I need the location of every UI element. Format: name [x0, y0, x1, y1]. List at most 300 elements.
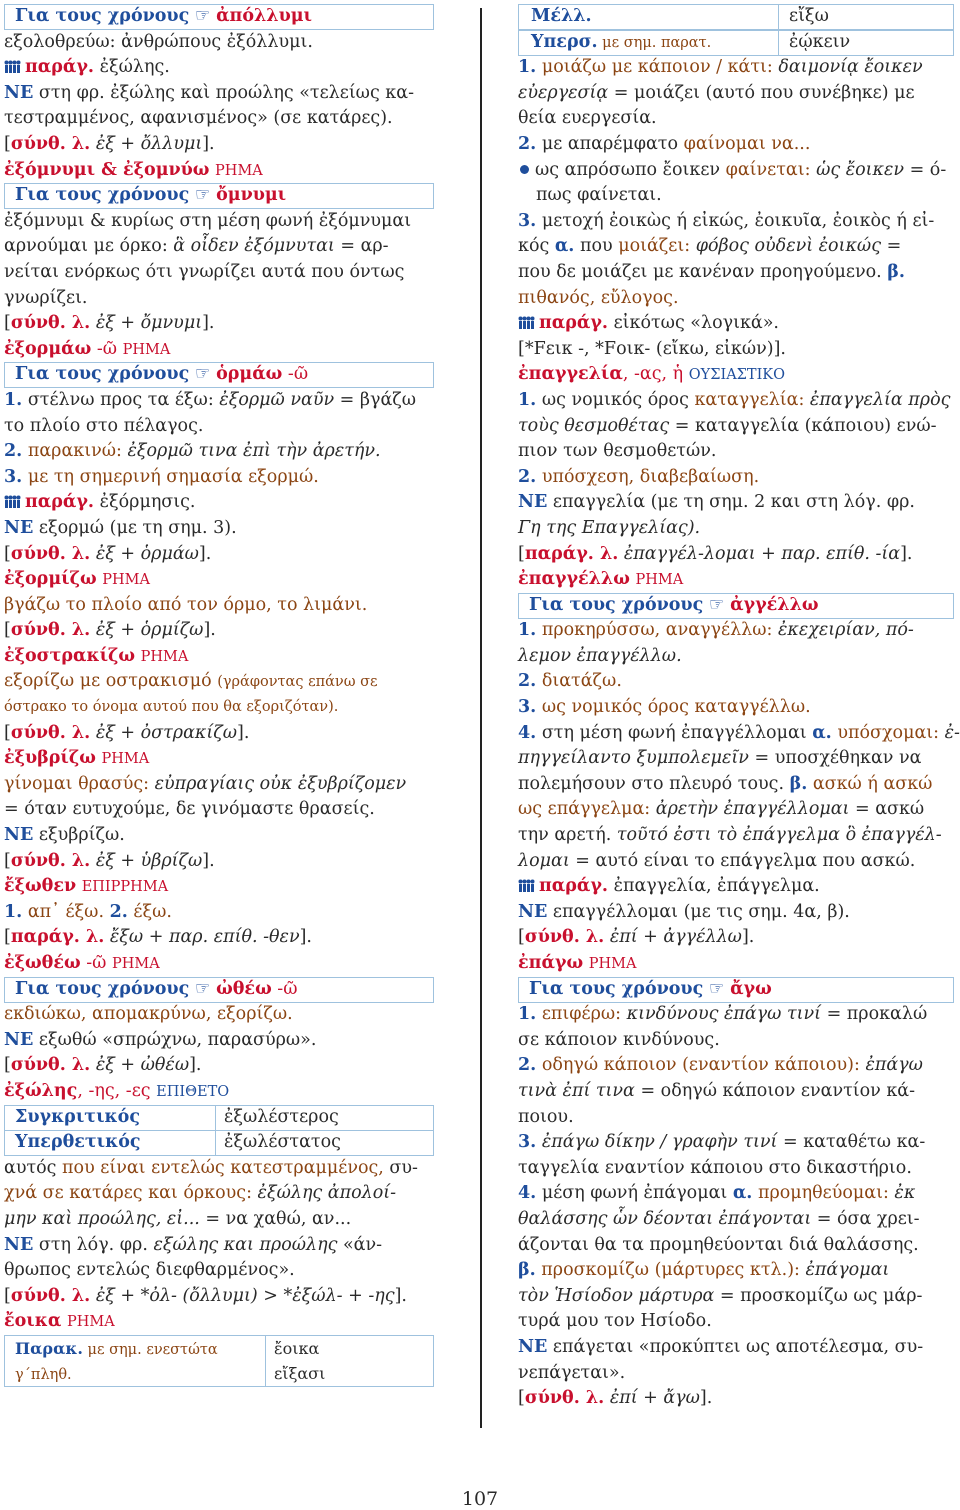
compound-line: [σύνθ. λ. ἐξ + ὄμνυμι]. [4, 313, 215, 334]
text: μοιάζω με κάποιον / κάτι: [536, 57, 779, 78]
example: ἐπάγω δίκην / γραφὴν τινί [536, 1132, 778, 1153]
headword-suffix: -ῶ [91, 338, 118, 359]
example: τὸν Ἡσίοδον μάρτυρα [518, 1285, 715, 1306]
example: ὡς ἔοικεν [816, 159, 904, 180]
text: = υποσχέθηκαν να [748, 748, 922, 769]
sense-cont [518, 414, 954, 440]
entry-headword: ἐξυβρίζω [4, 748, 96, 769]
text: = [881, 236, 902, 257]
text: ασκώ ή ασκώ [807, 773, 933, 794]
sense [518, 1002, 954, 1028]
text: στη μέση φωνή ἐπαγγέλλομαι [536, 722, 813, 743]
tenses-box [518, 593, 954, 619]
compound-line: [σύνθ. λ. ἐξ + ὄλλυμι]. [4, 133, 215, 154]
tense-form: ἔοικα [274, 1338, 320, 1358]
entry-headword-line [4, 644, 434, 670]
sense [518, 465, 954, 491]
text: που δε μοιάζει με κανέναν προηγούμενο. [518, 261, 888, 282]
text: επιφέρω: [536, 1004, 627, 1025]
derivatives-label: παράγ. [25, 492, 95, 513]
sense-sub [518, 158, 954, 184]
example: λομαι [518, 850, 570, 871]
text: ως νομικός όρος καταγγέλλω. [536, 697, 811, 718]
entry-headword: ἔοικα [4, 1311, 62, 1332]
sense [518, 1053, 954, 1079]
compound-line: [σύνθ. λ. ἐπί + ἄγω]. [518, 1388, 713, 1409]
sense-number: 1. [518, 1004, 537, 1025]
family-icon [4, 60, 21, 73]
compound-label: σύνθ. λ. [10, 133, 91, 154]
compound-text: ἐξ + ὄλλυμι [90, 133, 203, 154]
example: δαιμονίᾳ ἔοικεν [778, 57, 923, 78]
compound-line: [σύνθ. λ. ἐξ + ὁρμάω]. [4, 543, 212, 564]
sense-cont [518, 772, 954, 798]
part-of-speech: ΡΗΜΑ [215, 162, 263, 179]
part-of-speech: ΡΗΜΑ [101, 751, 150, 768]
sense-cont: πως φαίνεται. [536, 185, 662, 206]
entry-headword-line [4, 746, 434, 772]
entry-headword-line [4, 337, 434, 363]
derivatives-text: ἐπαγγελία, ἐπάγγελμα. [608, 876, 820, 897]
entry-headword: ἔξωθεν [4, 876, 77, 897]
ne-label: ΝΕ [518, 492, 548, 513]
entry-headword-line [518, 951, 954, 977]
text: υπόσχεση, διαβεβαίωση. [536, 466, 760, 487]
sense-number: 1. [518, 620, 537, 641]
definition [4, 1156, 434, 1182]
compound-text: ἐξ + ὄμνυμι [90, 313, 203, 334]
entry-headword-line [4, 1309, 434, 1335]
compound-label: σύνθ. λ. [524, 927, 605, 948]
sense-number: 2. [518, 1055, 537, 1076]
ne-text: επαγγέλλομαι (με τις σημ. 4α, β). [547, 901, 850, 922]
example: ἐξορμῶ ναῦν [219, 389, 335, 410]
text: έξω. [127, 901, 172, 922]
tenses-box [4, 362, 434, 388]
ne-text: εξωθώ «σπρώχνω, παρασύρω». [33, 1029, 317, 1050]
sense-number: 4. [518, 1183, 537, 1204]
ne-text: στη λόγ. φρ. [33, 1234, 154, 1255]
sense-number: 1. [4, 901, 23, 922]
entry-headword-line [4, 567, 434, 593]
text: αυτός [4, 1157, 63, 1178]
modern-greek-line [4, 1028, 434, 1054]
text: πολεμήσουν στο πλευρό τους. [518, 773, 790, 794]
sense-number: 1. [518, 57, 537, 78]
text: = προσκομίζω ως μάρ- [714, 1285, 923, 1306]
tense-label: Παρακ. [15, 1338, 83, 1358]
tense-label: Υπερσ. [531, 31, 598, 52]
text: απ᾽ έξω. [22, 901, 110, 922]
sense [518, 669, 954, 695]
compound-label: σύνθ. λ. [10, 1055, 91, 1076]
sense-cont [518, 234, 954, 260]
sense-cont [518, 823, 954, 849]
example: ἐ- [944, 722, 960, 743]
sense [4, 388, 434, 414]
derivatives-text: ἐξώλης. [94, 57, 170, 78]
text: υπόσχομαι: [831, 722, 945, 743]
example: ἐκ [894, 1183, 916, 1204]
ne-text: επάγεται «προκύπτει ως αποτέλεσμα, συ- [547, 1336, 924, 1357]
superlative-value: ἐξωλέστατος [224, 1132, 341, 1153]
sense-cont [518, 1207, 954, 1233]
tense-values [266, 1336, 325, 1386]
text: την αρετή. [518, 825, 617, 846]
compound-text: ἐπί + ἄγω [604, 1388, 700, 1409]
subsense-letter: α. [554, 236, 575, 257]
tenses-ref[interactable]: ὄμνυμι [216, 185, 287, 206]
definition: εξολοθρεύω: ἀνθρώπους ἐξόλλυμι. [4, 31, 313, 52]
tenses-box [518, 977, 954, 1003]
subsense-letter: β. [789, 773, 808, 794]
tenses-suffix: -ῶ [271, 978, 298, 999]
part-of-speech: ΕΠΙΘΕΤΟ [156, 1084, 230, 1100]
comparison-row [4, 1130, 434, 1156]
example: ἀρετὴν ἐπαγγέλλομαι [655, 799, 850, 820]
example: ἐκεχειρίαν, πό- [777, 620, 914, 641]
sense [4, 465, 434, 491]
hand-pointer-icon: ☞ [194, 6, 211, 26]
sense-cont [518, 81, 954, 107]
sense [518, 618, 954, 644]
derivation-line: [παράγ. λ. ἔξω + παρ. επίθ. -θεν]. [4, 927, 312, 948]
entry-headword-line [518, 362, 954, 388]
definition [4, 1181, 434, 1207]
text: = βγάζω [334, 389, 417, 410]
ne-label: ΝΕ [518, 1336, 548, 1357]
derivation-line: [παράγ. λ. ἐπαγγέλ-λομαι + παρ. επίθ. -ία]. [518, 543, 913, 564]
note: (γράφοντας επάνω σε [217, 674, 378, 691]
family-icon [4, 495, 21, 508]
superlative-label: Υπερθετικός [5, 1131, 216, 1155]
ne-label: ΝΕ [4, 82, 34, 103]
text: = αρ- [334, 236, 389, 257]
compound-label: σύνθ. λ. [10, 1285, 91, 1306]
example: τοὺς θεσμοθέτας [518, 415, 670, 436]
text: = οδηγώ κάποιον εναντίον κά- [634, 1081, 916, 1101]
sense-cont [518, 849, 954, 875]
example: τινὰ ἐπί τινα [518, 1081, 635, 1101]
text: = καταγγελία (κάποιου) ενώ- [669, 415, 937, 436]
modern-greek-cont: νεπάγεται». [518, 1362, 626, 1383]
tense-table [4, 1335, 434, 1387]
example: ἐπάγομαι [805, 1260, 890, 1281]
entry-headword: ἐξορμάω [4, 338, 92, 359]
text: προμηθεύομαι: [752, 1183, 895, 1204]
compound-line: [σύνθ. λ. ἐξ + ὀστρακίζω]. [4, 722, 250, 743]
tense-note: με σημ. παρατ. [597, 34, 712, 51]
definition: νείται ενόρκως ότι γνωρίζει αυτά που όντως [4, 261, 405, 282]
part-of-speech: ΡΗΜΑ [588, 956, 637, 973]
sense-cont: σε κάποιον κινδύνους. [518, 1029, 720, 1050]
text: ἔοικεν [662, 159, 726, 180]
sense-number: 2. [109, 901, 128, 922]
sense-number: 3. [518, 210, 537, 231]
compound-text: ἐξ + ὁρμάω [90, 543, 199, 564]
part-of-speech: ΡΗΜΑ [66, 1314, 115, 1331]
family-icon [518, 879, 535, 892]
text: παρακινώ: [22, 441, 128, 462]
hand-pointer-icon: ☞ [194, 185, 211, 206]
text: = ό- [904, 159, 947, 180]
sense-cont: τυρά μου τον Ησίοδο. [518, 1311, 712, 1332]
text: ως επάγγελμα: [518, 799, 656, 820]
compound-text: ἐπί + ἀγγέλλω [604, 927, 742, 948]
compound-label: σύνθ. λ. [10, 620, 91, 641]
definition: γνωρίζει. [4, 287, 88, 308]
sense-number: 1. [4, 389, 23, 410]
tenses-label: Για τους χρόνους [15, 185, 190, 206]
example: ἐπάγω [865, 1055, 923, 1076]
sense [518, 721, 960, 747]
entry-headword: ἐξώλης [4, 1081, 78, 1101]
definition-note: όστρακο το όνομα αυτού που θα εξοριζόταν). [4, 699, 339, 716]
sense-cont [518, 1258, 954, 1284]
text: = μοιάζει (αυτό που συνέβηκε) με [608, 82, 915, 103]
modern-greek-line [518, 490, 954, 516]
sense [518, 209, 954, 235]
tense-label: Μέλλ. [519, 5, 779, 29]
tenses-label: Για τους χρόνους [529, 594, 704, 615]
text: προσκομίζω (μάρτυρες κτλ.): [535, 1260, 806, 1281]
part-of-speech: ΡΗΜΑ [102, 572, 150, 589]
derivatives-line [4, 55, 434, 81]
derivation-label: παράγ. λ. [10, 927, 105, 948]
tense-note: γ΄πληθ. [15, 1366, 72, 1383]
text: οδηγώ κάποιον (εναντίον κάποιου): [536, 1055, 866, 1076]
sense [518, 388, 954, 414]
sense-number: 3. [518, 1132, 537, 1153]
tenses-label: Για τους χρόνους [529, 978, 704, 999]
derivatives-line [4, 490, 434, 516]
compound-text: ἐξ + *ὀλ- (ὄλλυμι) > *ἐξώλ- + -ης [90, 1285, 395, 1306]
sense-cont: άζονται θα τα προμηθεύονται διά θαλάσσης. [518, 1234, 919, 1255]
text: = όσα χρει- [811, 1208, 920, 1229]
subsense-letter: α. [732, 1183, 753, 1204]
ne-label: ΝΕ [4, 1234, 34, 1255]
text: με τη σημερινή σημασία εξορμώ. [22, 466, 319, 487]
derivatives-label: παράγ. [25, 57, 95, 78]
comparative-value: ἐξωλέστερος [224, 1106, 339, 1127]
derivatives-line [518, 311, 954, 337]
entry-headword-line [518, 567, 954, 593]
entry-headword: ἐπάγω [518, 953, 584, 974]
part-of-speech: ΟΥΣΙΑΣΤΙΚΟ [688, 367, 786, 384]
part-of-speech: ΡΗΜΑ [122, 341, 171, 358]
entry-headword: ἐξόμνυμι & ἐξομνύω [4, 159, 210, 180]
text: που [574, 236, 619, 257]
text: = αυτό είναι το επάγγελμα που ασκώ. [569, 850, 916, 871]
modern-greek-cont: Γη της Επαγγελίας). [518, 517, 701, 538]
derivatives-line [518, 874, 954, 900]
definition: εκδιώκω, απομακρύνω, εξορίζω. [4, 1004, 293, 1025]
tenses-ref[interactable]: ἄγω [730, 978, 772, 999]
sense-number: 3. [518, 697, 537, 718]
sense-number: 2. [518, 134, 537, 154]
sense-cont [518, 746, 954, 772]
sense-number: 2. [4, 441, 23, 462]
sense-cont [518, 1284, 954, 1310]
tense-form: εἴξω [789, 6, 829, 26]
sense-number: 2. [518, 466, 537, 487]
text: εξορίζω με οστρακισμό [4, 671, 218, 692]
modern-greek-line [4, 81, 434, 107]
tenses-label: Για τους χρόνους [15, 978, 190, 999]
comparison-row [4, 1105, 434, 1131]
ne-label: ΝΕ [4, 517, 34, 538]
compound-line: [σύνθ. λ. ἐπί + ἀγγέλλω]. [518, 927, 755, 948]
modern-greek-line [518, 1335, 954, 1361]
derivation-text: ἐπαγγέλ-λομαι + παρ. επίθ. -ία [618, 543, 901, 564]
compound-line: [σύνθ. λ. ἐξ + *ὀλ- (ὄλλυμι) > *ἐξώλ- + -ης]. [4, 1285, 407, 1306]
text: διατάζω. [536, 671, 622, 692]
sense [4, 900, 434, 926]
subsense-letter: β. [887, 261, 905, 282]
bullet-icon [520, 165, 529, 174]
sense-number: 2. [518, 671, 537, 692]
example: εὐπραγίαις οὐκ ἐξυβρίζομεν [154, 773, 407, 794]
tenses-ref[interactable]: ὁρμάω [216, 364, 283, 385]
example: τοῦτό ἐστι τὸ ἐπάγγελμα ὃ ἐπαγγέλ- [616, 825, 942, 846]
compound-label: σύνθ. λ. [10, 850, 91, 871]
page-number: 107 [461, 1488, 499, 1510]
compound-label: σύνθ. λ. [10, 313, 91, 334]
text: = προκαλώ [821, 1004, 928, 1025]
definition [4, 669, 434, 695]
text: = να χαθώ, αν... [199, 1209, 352, 1229]
compound-text: ἐξ + ὑβρίζω [90, 850, 203, 871]
derivatives-text: ἐξόρμησις. [94, 492, 196, 513]
modern-greek-line [518, 900, 954, 926]
sense [518, 55, 954, 81]
part-of-speech: ΡΗΜΑ [140, 648, 189, 665]
modern-greek-line [4, 1233, 434, 1259]
text: = ασκώ [849, 799, 925, 820]
part-of-speech: ΕΠΙΡΡΗΜΑ [81, 879, 169, 896]
entry-headword-line [4, 874, 434, 900]
example: φόβος οὐδενὶ ἐοικώς [695, 236, 881, 257]
text: καταγγελία: [694, 389, 810, 410]
text: φαίνομαι να... [683, 134, 811, 154]
column-divider [480, 8, 482, 1428]
sense-cont [518, 797, 954, 823]
example: κινδύνους ἐπάγω τινί [626, 1004, 821, 1025]
text: μετοχή ἐοικὼς ή εἰκώς, ἐοικυῖα, ἐοικὸς ή εἰ- [536, 210, 935, 231]
entry-headword-line [4, 951, 434, 977]
family-icon [518, 316, 535, 329]
example: θαλάσσης ὧν δέονται ἐπάγονται [518, 1208, 812, 1229]
compound-text: ἐξ + ὁρμίζω [90, 620, 204, 641]
derivatives-label: παράγ. [539, 313, 609, 334]
ne-text: εξυβρίζω. [33, 825, 125, 846]
tense-form: ἐῴκειν [789, 31, 851, 52]
example: ἐξώλης ἀπολοί- [257, 1183, 397, 1204]
compound-line: [σύνθ. λ. ἐξ + ὑβρίζω]. [4, 850, 215, 871]
ne-label: ΝΕ [4, 1029, 34, 1050]
ne-phrase: εξώλης και προώλης [153, 1234, 338, 1255]
example: ἐξορμῶ τινα ἐπὶ τὴν ἀρετήν. [127, 441, 381, 462]
tenses-label: Για τους χρόνους [15, 364, 190, 385]
comparative-label: Συγκριτικός [5, 1106, 216, 1130]
tense-row [518, 4, 954, 30]
etymology-line: [*Fεικ -, *Fοικ- (εἴκω, εἰκών)]. [518, 338, 786, 359]
ne-text: επαγγελία (με τη σημ. 2 και στη λόγ. φρ. [547, 492, 915, 513]
text: γίνομαι θρασύς: [4, 773, 155, 794]
compound-text: ἐξ + ὀστρακίζω [90, 722, 237, 743]
entry-headword-line [4, 1079, 434, 1105]
text: μοιάζει: [618, 236, 696, 257]
text: συ- [383, 1157, 418, 1178]
sense-number: 1. [518, 389, 537, 410]
sense-cont: πιον των θεσμοθετών. [518, 441, 717, 462]
tenses-ref[interactable]: ἀπόλλυμι [216, 6, 313, 26]
ne-text: εξορμώ (με τη σημ. 3). [33, 517, 237, 538]
entry-headword: ἐξωθέω [4, 953, 81, 974]
tense-form: εἴξασι [274, 1363, 326, 1383]
subsense-letter: β. [518, 1260, 536, 1281]
modern-greek-cont: θρωπος εντελώς διεφθαρμένος». [4, 1260, 295, 1281]
example: ἃ οἶδεν ἐξόμνυται [173, 236, 335, 257]
ne-text: στη φρ. ἐξώλης καὶ προώλης «τελείως κα- [33, 82, 414, 103]
sense-cont [518, 260, 954, 286]
tenses-box [4, 183, 434, 209]
sense-cont: θεία ευεργεσία. [518, 108, 657, 129]
sense-cont [518, 1079, 954, 1105]
compound-line: [σύνθ. λ. ἐξ + ὠθέω]. [4, 1055, 202, 1076]
sense [518, 1181, 954, 1207]
tense-row [518, 30, 954, 56]
tenses-ref[interactable]: ὠθέω [216, 978, 272, 999]
text: προκηρύσσω, αναγγέλλω: [536, 620, 778, 641]
entry-headword: ἐξορμίζω [4, 569, 97, 590]
sense-cont: ποιου. [518, 1106, 574, 1127]
derivation-label: παράγ. λ. [524, 543, 619, 564]
text: με απαρέμφατο [536, 134, 684, 154]
definition: ἐξόμνυμι & κυρίως στη μέση φωνή ἐξόμνυμαι [4, 210, 412, 231]
compound-label: σύνθ. λ. [10, 722, 91, 743]
tense-note: με σημ. ενεστώτα [82, 1341, 218, 1358]
example: μην καὶ προώλης, εἰ... [4, 1209, 200, 1229]
definition [4, 1207, 434, 1233]
tenses-label: Για τους χρόνους [15, 6, 190, 26]
text: φαίνεται: [725, 159, 817, 180]
definition [4, 234, 434, 260]
sense [4, 439, 434, 465]
sense [518, 695, 954, 721]
tenses-ref[interactable]: ἀγγέλλω [730, 594, 819, 615]
modern-greek-cont: τεστραμμένος, αφανισμένος» (σε κατάρες). [4, 108, 393, 129]
sense-number: 3. [4, 466, 23, 487]
sense-cont: ταγγελία εναντίον κάποιου στο δικαστήριο. [518, 1157, 912, 1178]
derivatives-text: εἰκότως «λογικά». [608, 313, 779, 334]
modern-greek-line [4, 823, 434, 849]
ne-label: ΝΕ [4, 825, 34, 846]
sense-cont: το πλοίο στο πέλαγος. [4, 415, 204, 436]
right-column [518, 4, 960, 1412]
article: ἡ [672, 364, 684, 385]
definition [4, 772, 434, 798]
text: κός [518, 236, 555, 257]
tenses-suffix: -ῶ [282, 364, 309, 385]
sense [518, 132, 954, 158]
ne-label: ΝΕ [518, 901, 548, 922]
sense-number: 4. [518, 722, 537, 743]
headword-suffix: -ῶ [80, 953, 107, 974]
example: εὐεργεσίᾳ [518, 82, 609, 103]
derivation-text: ἔξω + παρ. επίθ. -θεν [104, 927, 300, 948]
text: που είναι εντελώς κατεστραμμένος, [62, 1157, 384, 1178]
